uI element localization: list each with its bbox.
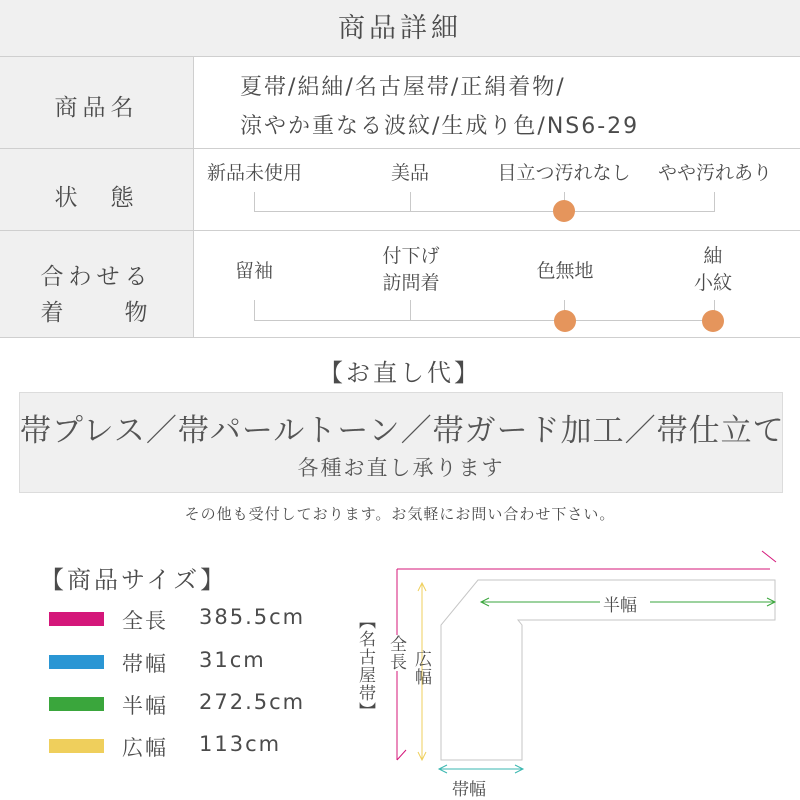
size-value-total-length: 385.5cm — [199, 605, 306, 629]
condition-option-no-stains: 目立つ汚れなし — [497, 162, 631, 184]
size-value-half-width: 272.5cm — [199, 690, 306, 714]
condition-label: 状 態 — [54, 185, 139, 211]
match-scale-line — [254, 320, 714, 321]
condition-option-slight-stains: やや汚れあり — [657, 162, 772, 184]
match-option-tomesode: 留袖 — [234, 260, 273, 282]
size-name-half-width: 半幅 — [122, 694, 168, 718]
diagram-obi-type-label: 【名古屋帯】 — [355, 612, 375, 720]
wide-width-swatch — [49, 739, 104, 753]
size-value-obi-width: 31cm — [199, 648, 266, 672]
divider — [0, 148, 800, 149]
condition-scale-line — [254, 211, 714, 212]
condition-tick — [254, 192, 255, 212]
condition-tick — [714, 192, 715, 212]
obi-width-swatch — [49, 655, 104, 669]
match-option-tsukesage: 付下げ — [382, 245, 440, 267]
match-option-komon: 小紋 — [693, 272, 732, 294]
diagram-half-width-label: 半幅 — [603, 596, 637, 616]
contact-note: その他も受付しております。お気軽にお問い合わせ下さい。 — [184, 505, 616, 523]
product-name-line-1: 夏帯/絽紬/名古屋帯/正絹着物/ — [240, 75, 566, 100]
half-width-swatch — [49, 697, 104, 711]
match-label-line-1: 合わせる — [40, 264, 153, 290]
total-length-arrow — [762, 551, 776, 562]
table-divider — [193, 57, 194, 337]
condition-selected-dot — [553, 200, 575, 222]
match-selected-dot-iromuji — [554, 310, 576, 332]
size-name-total-length: 全長 — [122, 609, 168, 633]
condition-tick — [410, 192, 411, 212]
divider — [0, 230, 800, 231]
repair-services-sub: 各種お直し承ります — [297, 456, 505, 480]
match-option-tsumugi: 紬 — [703, 245, 723, 267]
repair-heading: 【お直し代】 — [319, 359, 481, 387]
total-length-swatch — [49, 612, 104, 626]
product-name-label: 商品名 — [54, 95, 139, 121]
match-selected-dot-tsumugi — [702, 310, 724, 332]
repair-services-text: 帯プレス／帯パールトーン／帯ガード加工／帯仕立て — [20, 413, 785, 449]
size-heading: 【商品サイズ】 — [40, 566, 228, 594]
match-label-line-2: 着 物 — [40, 300, 153, 326]
diagram-total-length-label: 全長 — [384, 635, 409, 671]
condition-option-new: 新品未使用 — [206, 162, 302, 184]
diagram-wide-width-label: 広幅 — [411, 650, 431, 686]
diagram-obi-width-label: 帯幅 — [452, 780, 486, 800]
size-value-wide-width: 113cm — [199, 732, 282, 756]
match-tick — [410, 300, 411, 320]
divider — [0, 337, 800, 338]
repair-services-box — [19, 392, 783, 493]
page-title: 商品詳細 — [0, 0, 800, 56]
match-option-iromuji: 色無地 — [536, 260, 594, 282]
total-length-arrow — [397, 750, 406, 760]
condition-option-excellent: 美品 — [390, 162, 429, 184]
product-name-line-2: 涼やか重なる波紋/生成り色/NS6-29 — [240, 114, 640, 139]
match-tick — [254, 300, 255, 320]
size-name-wide-width: 広幅 — [122, 736, 168, 760]
size-name-obi-width: 帯幅 — [122, 652, 168, 676]
match-option-houmongi: 訪問着 — [382, 272, 440, 294]
